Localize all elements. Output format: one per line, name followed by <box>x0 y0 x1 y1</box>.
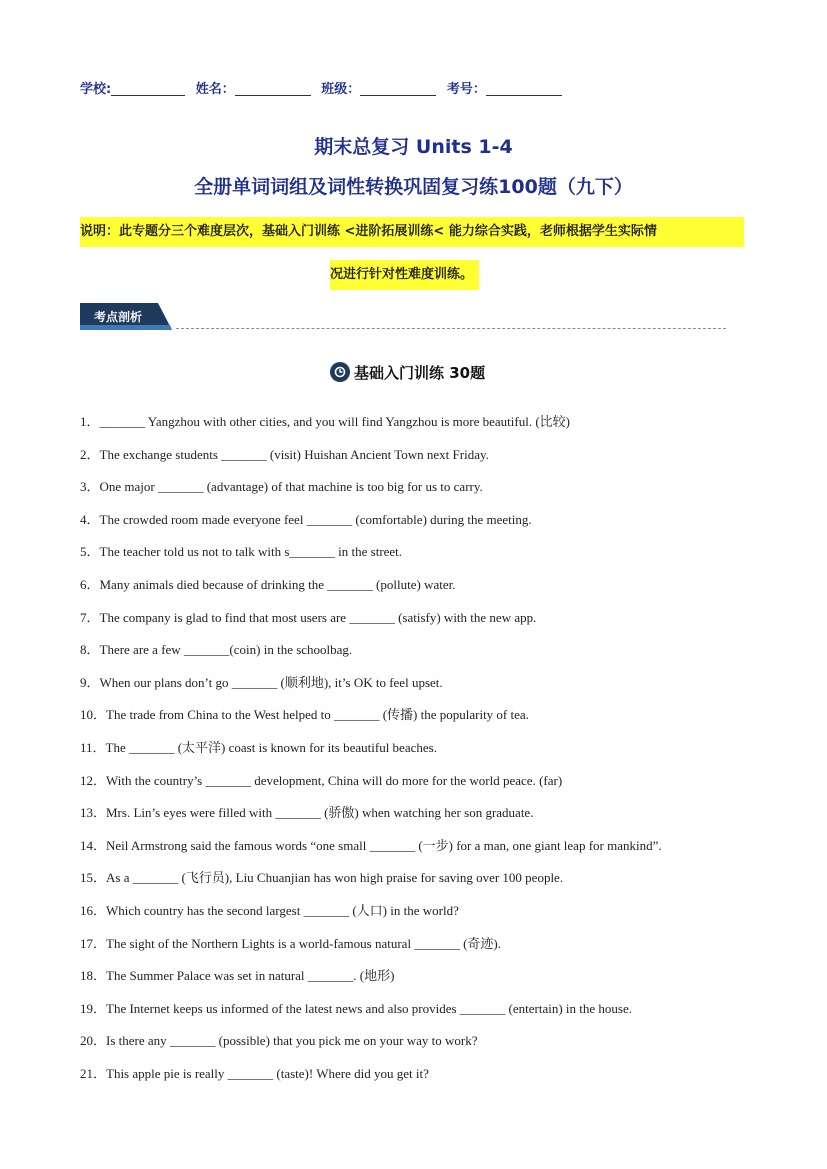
circle-badge-icon <box>330 362 350 382</box>
question-item: 12．With the country’s _______ development, China will do more for the world peace. (far) <box>80 772 563 788</box>
question-item: 21．This apple pie is really _______ (taste)! Where did you get it? <box>80 1066 429 1081</box>
student-info-line <box>80 78 568 97</box>
exam-number-label: 考号： <box>446 82 486 97</box>
class-field[interactable] <box>360 81 436 96</box>
question-item: 17．The sight of the Northern Lights is a world-famous natural _______ (奇迹). <box>80 935 501 951</box>
question-item: 15．As a _______ (飞行员), Liu Chuanjian has won high praise for saving over 100 people. <box>80 870 564 886</box>
question-item: 1．_______ Yangzhou with other cities, and you will find Yangzhou is more beautiful. (比较) <box>80 414 570 429</box>
question-item: 13．Mrs. Lin’s eyes were filled with _______ (骄傲) when watching her son graduate. <box>80 805 534 821</box>
section-divider <box>176 328 726 329</box>
question-item: 8．There are a few _______(coin) in the schoolbag. <box>80 642 353 658</box>
question-item: 20．Is there any _______ (possible) that you pick me on your way to work? <box>80 1033 478 1049</box>
question-item: 5．The teacher told us not to talk with s_______ in the street. <box>80 544 403 560</box>
class-label: 班级： <box>321 82 361 97</box>
name-field[interactable] <box>235 81 311 96</box>
question-item: 16．Which country has the second largest _______ (人口) in the world? <box>80 903 459 918</box>
question-item: 2．The exchange students _______ (visit) Huishan Ancient Town next Friday. <box>80 446 489 462</box>
page-subtitle: 全册单词词组及词性转换巩固复习练100题（九下） <box>194 176 633 198</box>
question-item: 3．One major _______ (advantage) of that machine is too big for us to carry. <box>80 479 483 495</box>
name-label: 姓名： <box>195 82 235 97</box>
page-title: 期末总复习 Units 1-4 <box>314 136 513 158</box>
school-label: 学校: <box>80 82 112 97</box>
question-item: 9．When our plans don’t go _______ (顺利地), it’s OK to feel upset. <box>80 674 443 690</box>
subsection-title: 基础入门训练 30题 <box>354 363 486 382</box>
instruction-note-line1: 说明：此专题分三个难度层次，基础入门训练 <进阶拓展训练< 能力综合实践，老师根据学生实际情 <box>80 217 744 247</box>
exam-number-field[interactable] <box>486 81 562 96</box>
question-item: 10．The trade from China to the West helped to _______ (传播) the popularity of tea. <box>80 707 529 723</box>
question-item: 6．Many animals died because of drinking the _______ (pollute) water. <box>80 577 456 592</box>
question-item: 18．The Summer Palace was set in natural _______. (地形) <box>80 968 395 984</box>
section-tag: 考点剖析 <box>94 310 143 324</box>
school-field[interactable] <box>111 81 185 96</box>
question-item: 14．Neil Armstrong said the famous words “one small _______ (一步) for a man, one giant leap for mankind”. <box>80 837 662 853</box>
question-item: 11．The _______ (太平洋) coast is known for its beautiful beaches. <box>80 740 437 755</box>
question-item: 19．The Internet keeps us informed of the latest news and also provides _______ (entertain) in the house. <box>80 1000 632 1016</box>
question-item: 4．The crowded room made everyone feel _______ (comfortable) during the meeting. <box>80 511 532 527</box>
question-item: 7．The company is glad to find that most users are _______ (satisfy) with the new app. <box>80 609 537 625</box>
instruction-note-line2: 况进行针对性难度训练。 <box>330 260 479 290</box>
subsection-heading <box>330 360 485 384</box>
